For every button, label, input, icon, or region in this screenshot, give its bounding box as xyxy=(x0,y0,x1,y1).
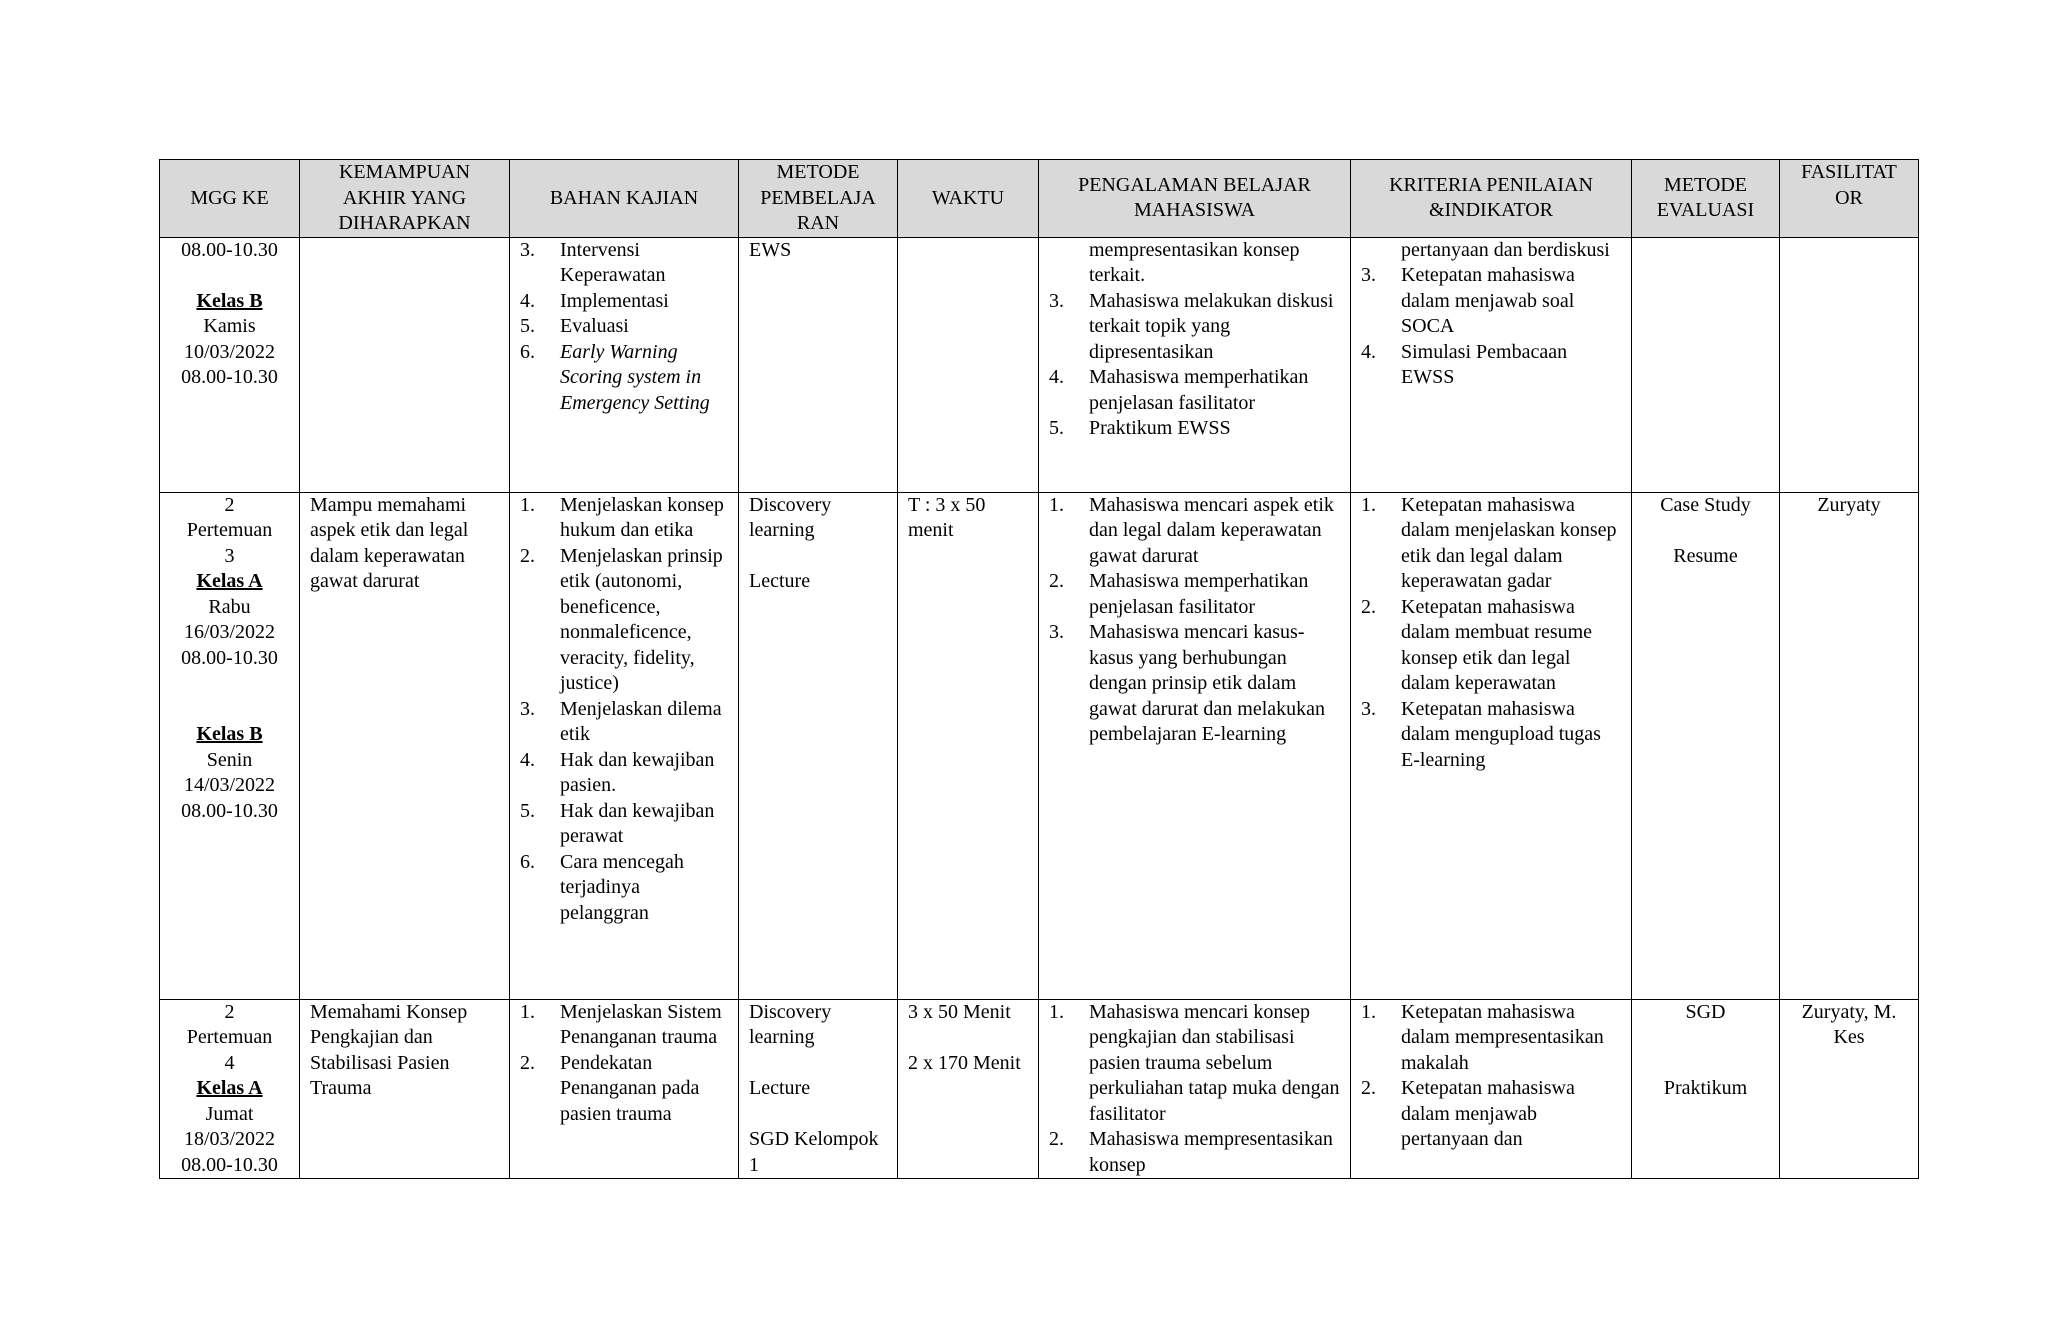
metode-cell: Discovery learning Lecture xyxy=(739,492,898,999)
table-row xyxy=(160,999,1919,1179)
list-item: 4. Mahasiswa memperhatikan penjelasan fasilitator xyxy=(1049,366,1309,414)
header-pengalaman: PENGALAMAN BELAJAR MAHASISWA xyxy=(1039,160,1351,238)
pengalaman-cell xyxy=(1039,999,1351,1179)
list-item: 2. Ketepatan mahasiswa dalam menjawab pertanyaan dan xyxy=(1361,1077,1575,1150)
list-item: 1. Menjelaskan Sistem Penanganan trauma xyxy=(520,1000,722,1048)
list-item: 2. Mahasiswa memperhatikan penjelasan fasilitator xyxy=(1049,570,1309,618)
metode-cell: Discovery learning Lecture SGD Kelompok 1 xyxy=(739,999,898,1179)
header-kemampuan: KEMAMPUAN AKHIR YANG DIHARAPKAN xyxy=(300,160,510,238)
header-row xyxy=(160,160,1919,238)
kriteria-list xyxy=(1361,238,1621,391)
waktu-cell: 3 x 50 Menit 2 x 170 Menit xyxy=(898,999,1039,1179)
fasilitator-cell: Zuryaty, M. Kes xyxy=(1780,999,1919,1179)
evaluasi-cell: SGD Praktikum xyxy=(1632,999,1780,1179)
evaluasi-cell: Case Study Resume xyxy=(1632,492,1780,999)
kemampuan-cell xyxy=(300,237,510,492)
bahan-list xyxy=(520,238,728,417)
list-item: 1. Ketepatan mahasiswa dalam mempresentasikan makalah xyxy=(1361,1000,1604,1074)
bahan-cell xyxy=(510,999,739,1179)
list-item: 3. Mahasiswa mencari kasus-kasus yang berhubungan dengan prinsip etik dalam gawat darurat dan melakukan pembelajaran E-learning xyxy=(1049,621,1326,745)
list-item: 3. Menjelaskan dilema etik xyxy=(520,697,722,745)
mgg-cell: 08.00-10.30 Kelas B Kamis 10/03/2022 08.00-10.30 xyxy=(160,237,300,492)
list-item: 3. Mahasiswa melakukan diskusi terkait topik yang dipresentasikan xyxy=(1049,289,1334,363)
list-item: 4. Implementasi xyxy=(520,289,669,312)
table-row xyxy=(160,492,1919,999)
waktu-cell: T : 3 x 50 menit xyxy=(898,492,1039,999)
bahan-cell xyxy=(510,237,739,492)
kriteria-cell xyxy=(1351,999,1632,1179)
metode-cell: EWS xyxy=(739,237,898,492)
kriteria-cell xyxy=(1351,237,1632,492)
header-fasilitator: FASILITAT OR xyxy=(1780,160,1919,238)
list-item: mempresentasikan konsep terkait. xyxy=(1089,238,1300,286)
list-item: 1. Ketepatan mahasiswa dalam menjelaskan konsep etik dan legal dalam keperawatan gadar xyxy=(1361,493,1617,592)
pengalaman-list xyxy=(1049,238,1340,442)
list-item: 2. Pendekatan Penanganan pada pasien trauma xyxy=(520,1051,700,1125)
list-item: 1. Mahasiswa mencari konsep pengkajian dan stabilisasi pasien trauma sebelum perkuliahan tatap muka dengan fasilitator xyxy=(1049,1000,1340,1125)
list-item: 2. Menjelaskan prinsip etik (autonomi, beneficence, nonmaleficence, veracity, fidelity, justice) xyxy=(520,544,723,694)
list-item: pertanyaan dan berdiskusi xyxy=(1401,238,1610,261)
pengalaman-list xyxy=(1049,1000,1340,1179)
list-item: 5. Praktikum EWSS xyxy=(1049,417,1231,439)
list-item: 3. Ketepatan mahasiswa dalam mengupload tugas E-learning xyxy=(1361,697,1601,771)
mgg-cell: 2 Pertemuan 4 Kelas A Jumat 18/03/2022 08.00-10.30 xyxy=(160,999,300,1179)
list-item: 2. Mahasiswa mempresentasikan konsep xyxy=(1049,1128,1333,1176)
header-kriteria: KRITERIA PENILAIAN &INDIKATOR xyxy=(1351,160,1632,238)
pengalaman-cell xyxy=(1039,492,1351,999)
list-item: 1. Mahasiswa mencari aspek etik dan legal dalam keperawatan gawat darurat xyxy=(1049,493,1334,567)
waktu-cell xyxy=(898,237,1039,492)
fasilitator-cell: Zuryaty xyxy=(1780,492,1919,999)
list-item: 1. Menjelaskan konsep hukum dan etika xyxy=(520,493,724,541)
evaluasi-cell xyxy=(1632,237,1780,492)
kemampuan-cell: Memahami Konsep Pengkajian dan Stabilisasi Pasien Trauma xyxy=(300,999,510,1179)
header-bahan: BAHAN KAJIAN xyxy=(510,160,739,238)
list-item: 6. Cara mencegah terjadinya pelanggran xyxy=(520,850,684,924)
list-item: 4. Hak dan kewajiban pasien. xyxy=(520,748,715,796)
bahan-list xyxy=(520,1000,728,1128)
list-item: 5. Evaluasi xyxy=(520,315,629,337)
pengalaman-list xyxy=(1049,493,1340,748)
table-row xyxy=(160,237,1919,492)
rps-table xyxy=(159,159,1919,1179)
list-item: 2. Ketepatan mahasiswa dalam membuat resume konsep etik dan legal dalam keperawatan xyxy=(1361,595,1593,694)
list-item: 3. Ketepatan mahasiswa dalam menjawab soal SOCA xyxy=(1361,264,1575,337)
bahan-list xyxy=(520,493,728,927)
header-evaluasi: METODE EVALUASI xyxy=(1632,160,1780,238)
header-metode: METODE PEMBELAJA RAN xyxy=(739,160,898,238)
list-item: 6. Early Warning Scoring system in Emergency Setting xyxy=(520,340,710,414)
list-item: 4. Simulasi Pembacaan EWSS xyxy=(1361,340,1568,388)
kriteria-list xyxy=(1361,493,1621,774)
fasilitator-cell xyxy=(1780,237,1919,492)
kriteria-cell xyxy=(1351,492,1632,999)
bahan-cell xyxy=(510,492,739,999)
pengalaman-cell xyxy=(1039,237,1351,492)
mgg-cell: 2 Pertemuan 3 Kelas A Rabu 16/03/2022 08.00-10.30 Kelas B Senin 14/03/2022 08.00-10.30 xyxy=(160,492,300,999)
list-item: 3. Intervensi Keperawatan xyxy=(520,238,666,286)
header-waktu: WAKTU xyxy=(898,160,1039,238)
header-mgg: MGG KE xyxy=(160,160,300,238)
list-item: 5. Hak dan kewajiban perawat xyxy=(520,799,715,847)
kriteria-list xyxy=(1361,1000,1621,1153)
kemampuan-cell: Mampu memahami aspek etik dan legal dalam keperawatan gawat darurat xyxy=(300,492,510,999)
